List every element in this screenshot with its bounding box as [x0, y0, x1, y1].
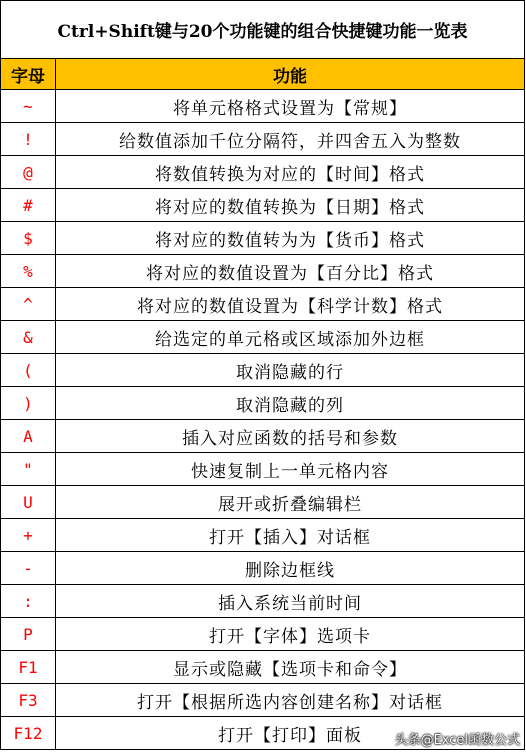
key-cell[interactable]: U — [1, 486, 56, 519]
function-cell[interactable]: 插入对应函数的括号和参数 — [56, 420, 525, 453]
key-cell[interactable]: # — [1, 189, 56, 222]
function-cell[interactable]: 删除边框线 — [56, 552, 525, 585]
function-cell[interactable]: 将数值转换为对应的【时间】格式 — [56, 156, 525, 189]
function-cell[interactable]: 打开【字体】选项卡 — [56, 618, 525, 651]
function-cell[interactable]: 将对应的数值转换为【日期】格式 — [56, 189, 525, 222]
table-row — [1, 552, 525, 585]
table-row — [1, 354, 525, 387]
function-cell[interactable]: 取消隐藏的列 — [56, 387, 525, 420]
function-cell[interactable]: 将单元格格式设置为【常规】 — [56, 90, 525, 123]
key-cell[interactable]: & — [1, 321, 56, 354]
key-cell[interactable]: ) — [1, 387, 56, 420]
key-cell[interactable]: - — [1, 552, 56, 585]
header-row — [1, 59, 525, 90]
table-row — [1, 387, 525, 420]
function-cell[interactable]: 插入系统当前时间 — [56, 585, 525, 618]
key-cell[interactable]: $ — [1, 222, 56, 255]
key-cell[interactable]: : — [1, 585, 56, 618]
table-row — [1, 222, 525, 255]
watermark-text: 头条@Excel函数公式 — [394, 733, 520, 748]
function-cell[interactable]: 给选定的单元格或区域添加外边框 — [56, 321, 525, 354]
function-cell[interactable]: 将对应的数值设置为【百分比】格式 — [56, 255, 525, 288]
key-cell[interactable]: P — [1, 618, 56, 651]
function-cell[interactable]: 打开【打印】面板 — [56, 717, 525, 750]
table-row — [1, 651, 525, 684]
table-row — [1, 519, 525, 552]
function-cell[interactable]: 打开【插入】对话框 — [56, 519, 525, 552]
key-cell[interactable]: " — [1, 453, 56, 486]
function-cell[interactable]: 取消隐藏的行 — [56, 354, 525, 387]
key-cell[interactable]: @ — [1, 156, 56, 189]
function-cell[interactable]: 打开【根据所选内容创建名称】对话框 — [56, 684, 525, 717]
table-row — [1, 156, 525, 189]
key-cell[interactable]: ^ — [1, 288, 56, 321]
table-row — [1, 420, 525, 453]
function-cell[interactable]: 将对应的数值设置为【科学计数】格式 — [56, 288, 525, 321]
function-cell[interactable]: 将对应的数值转为为【货币】格式 — [56, 222, 525, 255]
table-row — [1, 288, 525, 321]
key-cell[interactable]: % — [1, 255, 56, 288]
key-cell[interactable]: F1 — [1, 651, 56, 684]
key-cell[interactable]: A — [1, 420, 56, 453]
table-row — [1, 321, 525, 354]
table-title[interactable]: Ctrl+Shift键与20个功能键的组合快捷键功能一览表 — [1, 1, 525, 59]
key-cell[interactable]: F12 — [1, 717, 56, 750]
table-row — [1, 684, 525, 717]
header-cell-key[interactable]: 字母 — [1, 59, 56, 90]
title-row — [1, 1, 525, 59]
table-row — [1, 255, 525, 288]
table-row — [1, 486, 525, 519]
function-cell[interactable]: 显示或隐藏【选项卡和命令】 — [56, 651, 525, 684]
function-cell[interactable]: 快速复制上一单元格内容 — [56, 453, 525, 486]
table-row — [1, 453, 525, 486]
key-cell[interactable]: F3 — [1, 684, 56, 717]
header-cell-function[interactable]: 功能 — [56, 59, 525, 90]
function-cell[interactable]: 给数值添加千位分隔符，并四舍五入为整数 — [56, 123, 525, 156]
table-row — [1, 189, 525, 222]
table-row — [1, 618, 525, 651]
table-row — [1, 585, 525, 618]
table-row — [1, 90, 525, 123]
key-cell[interactable]: ~ — [1, 90, 56, 123]
key-cell[interactable]: + — [1, 519, 56, 552]
key-cell[interactable]: ! — [1, 123, 56, 156]
function-cell[interactable]: 展开或折叠编辑栏 — [56, 486, 525, 519]
table-row — [1, 717, 525, 750]
table-row — [1, 123, 525, 156]
key-cell[interactable]: ( — [1, 354, 56, 387]
